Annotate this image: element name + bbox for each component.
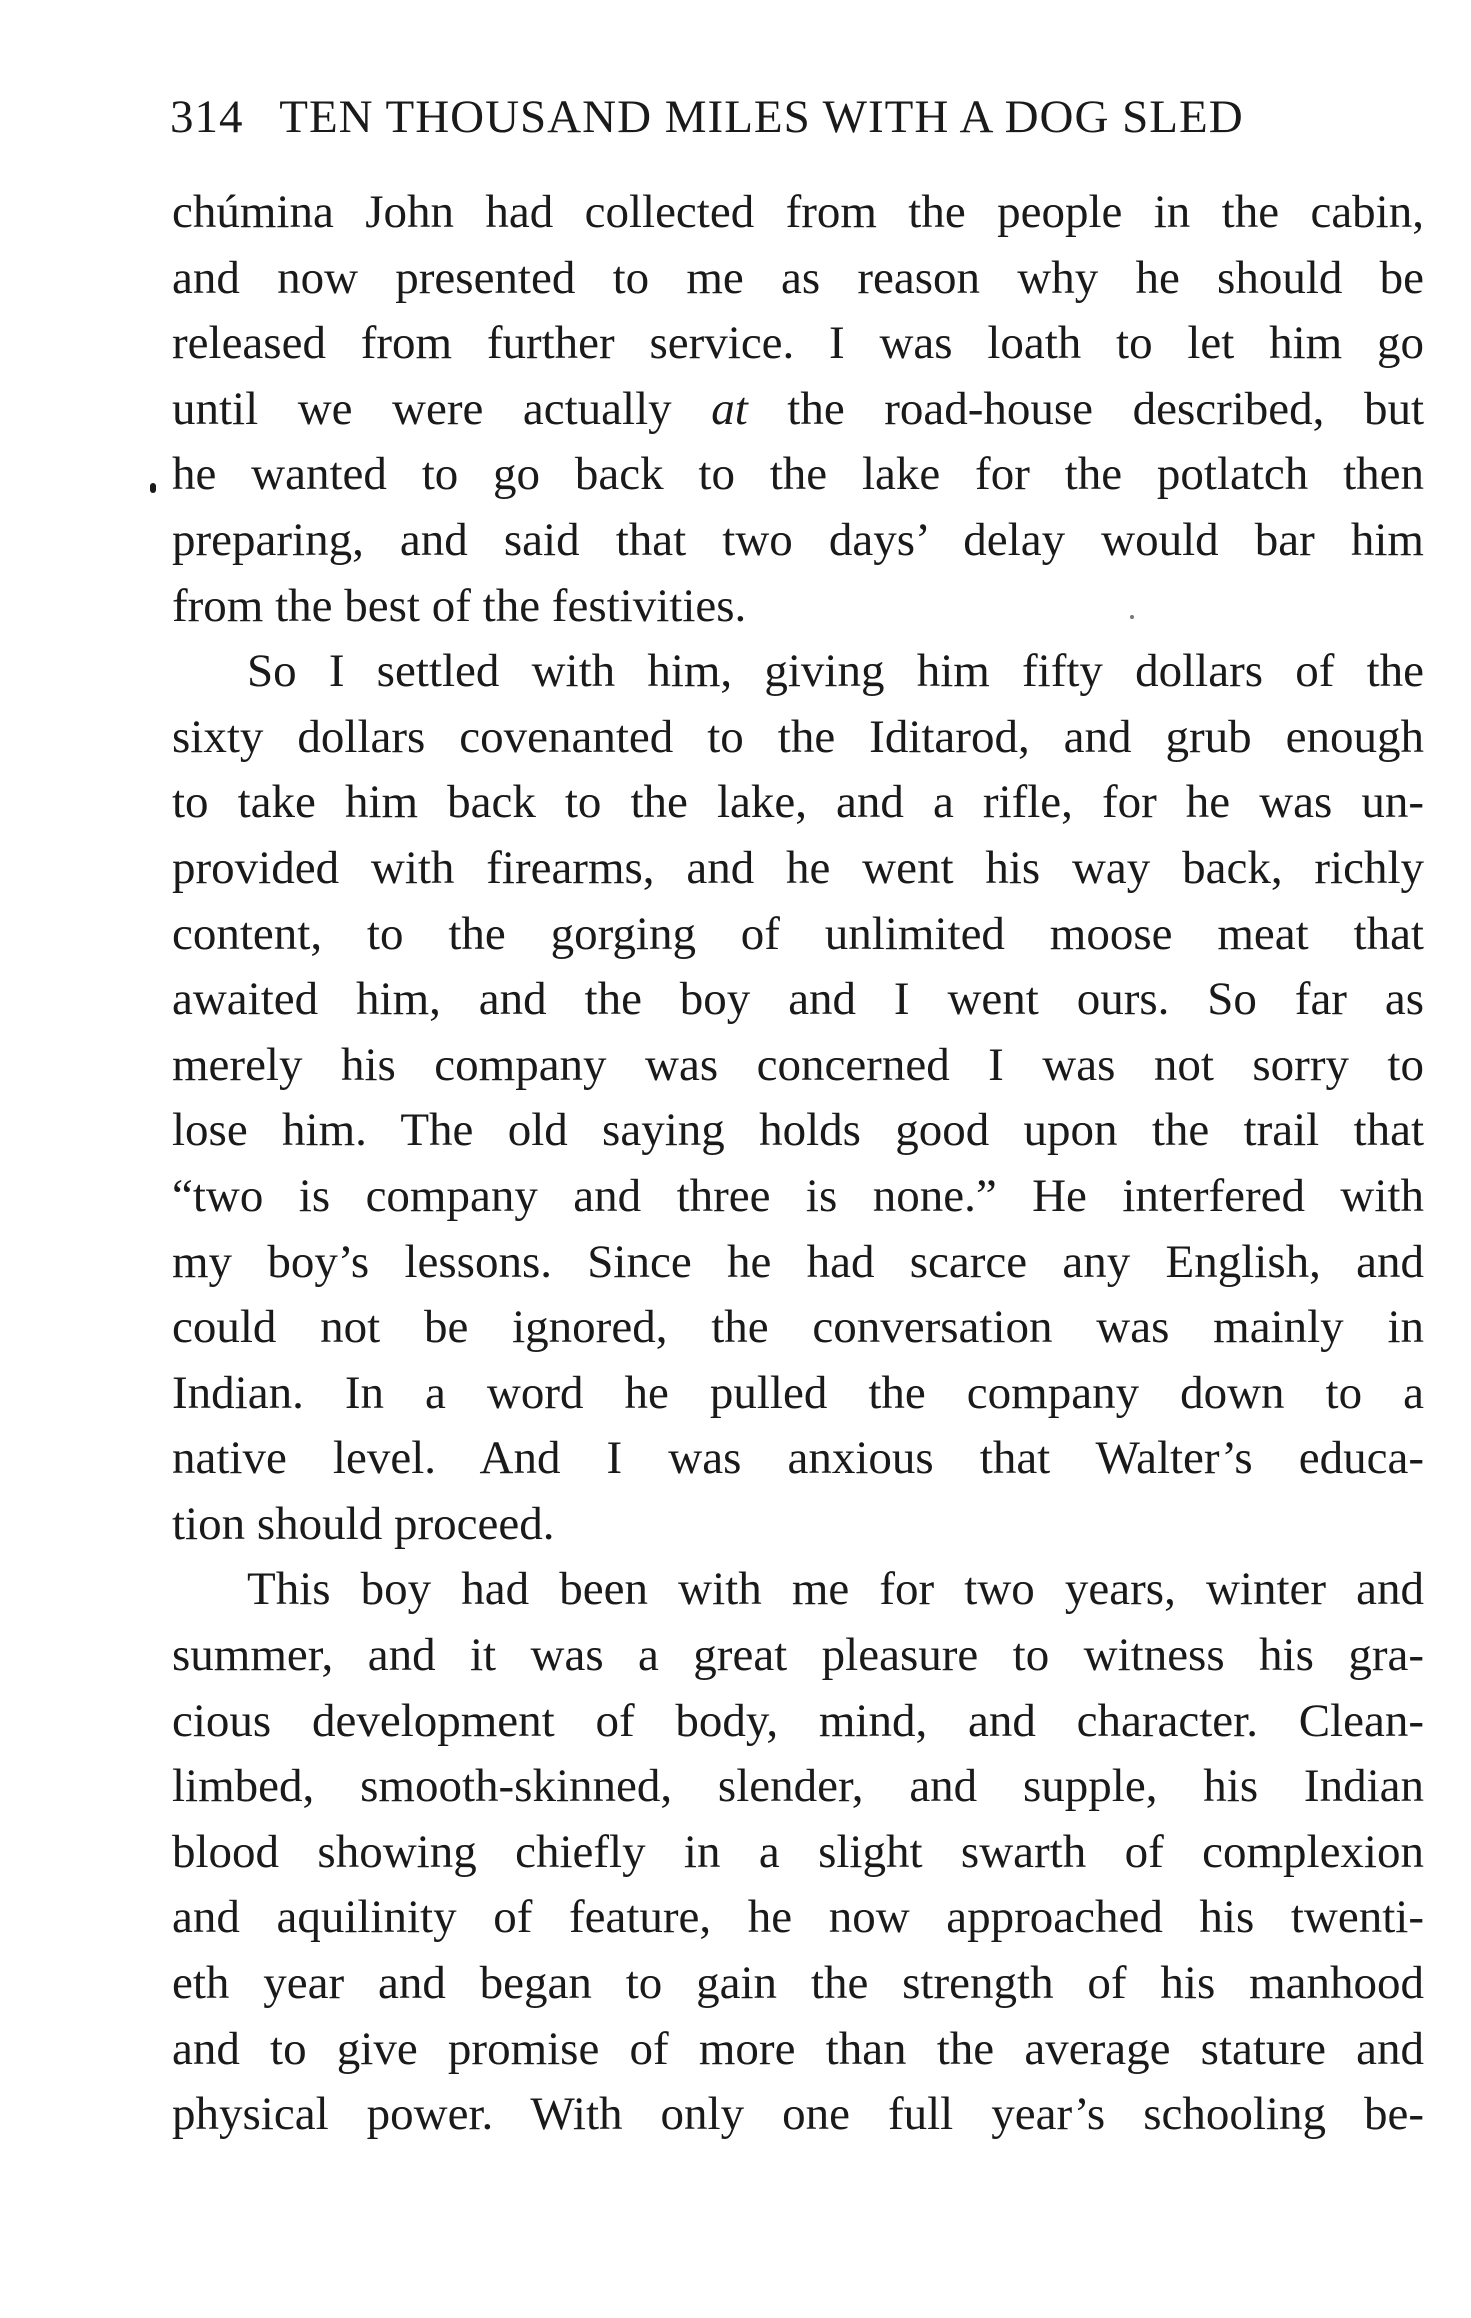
text-line: to take him back to the lake, and a rifle, for he was un- — [172, 776, 1424, 829]
text-line: native level. And I was anxious that Walter’s educa- — [172, 1432, 1424, 1485]
text-line: blood showing chiefly in a slight swarth of complexion — [172, 1825, 1424, 1878]
margin-mark — [150, 483, 156, 493]
text-line: chúmina John had collected from the people in the cabin, — [172, 186, 1424, 238]
page-number: 314 — [170, 91, 244, 143]
paragraph-3 — [172, 1557, 1424, 2147]
text-line: he wanted to go back to the lake for the potlatch then — [172, 448, 1424, 501]
text-line: until we were actually at the road-house described, but — [172, 382, 1424, 435]
text-line: sixty dollars covenanted to the Iditarod, and grub enough — [172, 710, 1424, 763]
text-line: and to give promise of more than the average stature and — [172, 2022, 1424, 2075]
text-line: lose him. The old saying holds good upon the trail that — [172, 1104, 1424, 1157]
text-line: So I settled with him, giving him fifty dollars of the — [247, 645, 1424, 698]
text-line: content, to the gorging of unlimited moose meat that — [172, 907, 1424, 960]
text-line: and aquilinity of feature, he now approached his twenti- — [172, 1891, 1424, 1944]
body-text — [172, 180, 1424, 2148]
text-line: cious development of body, mind, and character. Clean- — [172, 1694, 1424, 1747]
text-line: This boy had been with me for two years, winter and — [247, 1563, 1424, 1616]
text-line: preparing, and said that two days’ delay would bar him — [172, 513, 1424, 566]
text-line: merely his company was concerned I was not sorry to — [172, 1038, 1424, 1091]
paragraph-2 — [172, 639, 1424, 1557]
text-line: and now presented to me as reason why he should be — [172, 251, 1424, 304]
text-line: limbed, smooth-skinned, slender, and supple, his Indian — [172, 1760, 1424, 1813]
text-line: released from further service. I was loath to let him go — [172, 317, 1424, 370]
text-line: physical power. With only one full year’s schooling be- — [172, 2088, 1424, 2141]
text-line: awaited him, and the boy and I went ours. So far as — [172, 973, 1424, 1026]
text-line: Indian. In a word he pulled the company down to a — [172, 1366, 1424, 1419]
text-line: eth year and began to gain the strength of his manhood — [172, 1957, 1424, 2010]
running-title: TEN THOUSAND MILES WITH A DOG SLED — [279, 91, 1244, 143]
text-line: provided with firearms, and he went his way back, richly — [172, 841, 1424, 894]
running-head — [170, 82, 1390, 152]
paragraph-1 — [172, 180, 1424, 639]
text-line: “two is company and three is none.” He interfered with — [172, 1169, 1424, 1222]
text-line: from the best of the festivities. — [172, 579, 747, 632]
text-line: could not be ignored, the conversation was mainly in — [172, 1301, 1424, 1354]
text-line: tion should proceed. — [172, 1497, 555, 1550]
text-line: my boy’s lessons. Since he had scarce any English, and — [172, 1235, 1424, 1288]
text-line: summer, and it was a great pleasure to witness his gra- — [172, 1629, 1424, 1682]
